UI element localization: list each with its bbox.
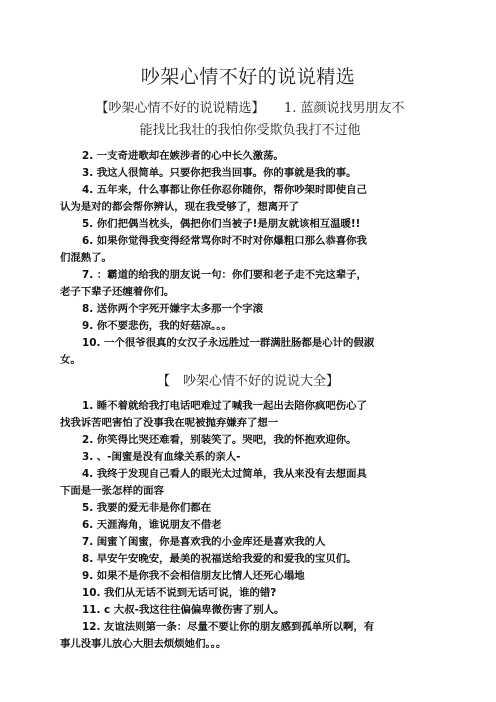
list-item: 1. 睡不着就给我打电话吧难过了喊我一起出去陪你疯吧伤心了 bbox=[82, 400, 367, 412]
intro-line-1: 【吵架心情不好的说说精选】 1. 蓝颜说找男朋友不 bbox=[95, 101, 405, 116]
list-item: 8. 送你两个字死开嫌字太多那一个字滚 bbox=[82, 303, 264, 315]
list-item: 4. 五年来，什么事都让你任你忍你随你，帮你吵架时即使自己 bbox=[82, 184, 367, 196]
list-item: 12. 友谊法则第一条：尽量不要让你的朋友感到孤单所以啊，有 bbox=[82, 621, 375, 633]
list-item: 6. 如果你觉得我变得经常骂你时不时对你爆粗口那么恭喜你我 bbox=[82, 235, 367, 247]
list-item-continuation: 下面是一张怎样的面容 bbox=[60, 485, 164, 497]
list-item-continuation: 们混熟了。 bbox=[60, 252, 112, 264]
list-item-continuation: 老子下辈子还缠着你们。 bbox=[60, 286, 175, 298]
list-item: 10. 一个很爷很真的女汉子永远胜过一群满肚肠都是心计的假淑 bbox=[82, 337, 375, 349]
list-item: 6. 天涯海角，谁说朋友不借老 bbox=[82, 519, 222, 531]
list-item: 5. 你们把偶当枕头，偶把你们当被子!是朋友就该相互温暖!! bbox=[82, 218, 361, 230]
list-item: 2. 一支奇进歌却在嫉涉者的心中长久激荡。 bbox=[82, 150, 284, 162]
list-item: 11. c 大叔-我这往往偏偏卑微伤害了别人。 bbox=[82, 604, 285, 616]
list-item-continuation: 女。 bbox=[60, 354, 81, 366]
intro-paragraph bbox=[60, 98, 440, 142]
list-item: 5. 我要的爱无非是你们都在 bbox=[82, 502, 212, 514]
list-item: 3. 、-闺蜜是没有血缘关系的亲人- bbox=[82, 451, 241, 463]
list-item: 9. 你不要悲伤，我的好菇凉。。。 bbox=[82, 320, 232, 332]
list-item-continuation: 事儿没事儿放心大胆去烦烦她们。。。 bbox=[60, 638, 227, 650]
list-item: 2. 你笑得比哭还难看，别装笑了。哭吧，我的怀抱欢迎你。 bbox=[82, 434, 357, 446]
list-item: 9. 如果不是你我不会相信朋友比情人还死心塌地 bbox=[82, 570, 305, 582]
list-item-continuation: 认为是对的都会帮你辨认，现在我受够了，想离开了 bbox=[60, 201, 299, 213]
list-item: 7. ：霸道的给我的朋友说一句：你们要和老子走不完这辈子， bbox=[82, 269, 367, 281]
page-title: 吵架心情不好的说说精选 bbox=[140, 66, 356, 88]
list-item: 10. 我们从无话不说到无话可说，谁的错? bbox=[82, 587, 277, 599]
list-item: 8. 早安午安晚安，最美的祝福送给我爱的和爱我的宝贝们。 bbox=[82, 553, 357, 565]
list-item: 4. 我终于发现自己看人的眼光太过简单，我从来没有去想面具 bbox=[82, 468, 367, 480]
intro-line-2: 能找比我壮的我怕你受欺负我打不过他 bbox=[139, 123, 361, 138]
list-item: 7. 闺蜜丫闺蜜，你是喜欢我的小金库还是喜欢我的人 bbox=[82, 536, 326, 548]
list-item: 3. 我这人很简单。只要你把我当回事。你的事就是我的事。 bbox=[82, 167, 357, 179]
list-item-continuation: 找我诉苦吧害怕了没事我在呢被抛弃嫌弃了想一 bbox=[60, 417, 279, 429]
section-2-list bbox=[60, 398, 444, 653]
section-1-list bbox=[60, 148, 444, 369]
section-2-heading: 【 吵架心情不好的说说大全】 bbox=[156, 374, 339, 389]
